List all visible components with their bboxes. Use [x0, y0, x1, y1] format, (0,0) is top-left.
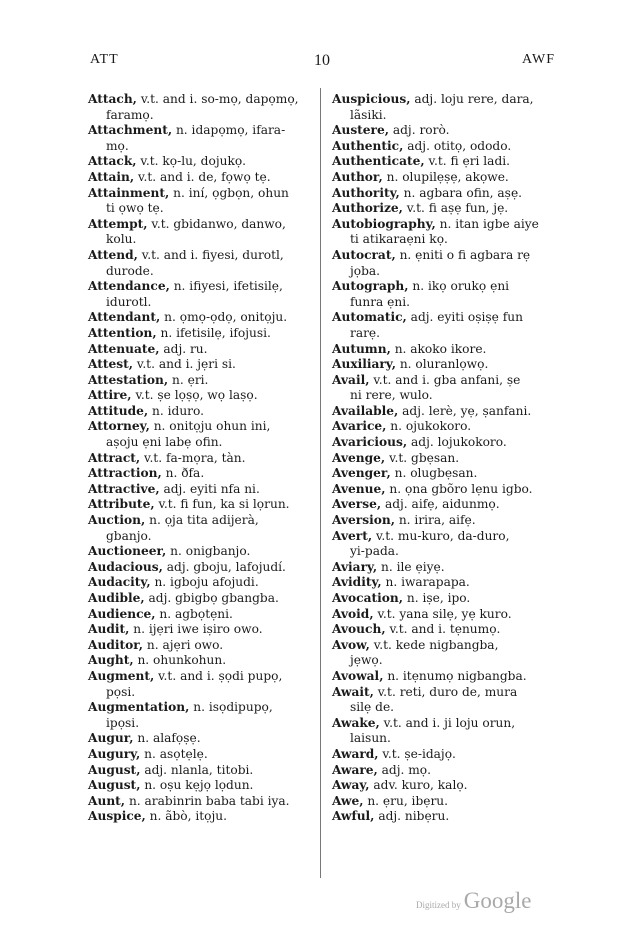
entry-headword: Authorize,: [332, 201, 403, 216]
dictionary-entry: [88, 778, 313, 794]
entry-headword: Aversion,: [332, 513, 395, 528]
entry-headword: Avenge,: [332, 450, 386, 465]
entry-headword: Available,: [332, 403, 399, 418]
entry-definition: n. ile ẹiyẹ.: [381, 559, 445, 574]
dictionary-entry: [332, 778, 557, 794]
right-column: [332, 92, 557, 825]
entry-definition: n. ikọ orukọ ẹni: [412, 279, 510, 294]
entry-definition: v.t. mu-kuro, da-duro,: [375, 528, 510, 543]
dictionary-entry: [332, 529, 557, 560]
entry-definition: v.t. kọ-lu, dojukọ.: [140, 154, 247, 169]
dictionary-entry: [332, 451, 557, 467]
entry-headword: Attachment,: [88, 123, 173, 138]
entry-headword: Away,: [332, 778, 370, 793]
entry-definition: n. agbọtẹni.: [159, 606, 233, 621]
dictionary-entry: [88, 497, 313, 513]
entry-definition: v.t. and i. tẹnumọ.: [389, 622, 501, 637]
entry-headword: Attribute,: [88, 497, 155, 512]
entry-definition-continued: jẹwọ.: [350, 653, 383, 668]
entry-definition: v.t. kede nigbangba,: [373, 637, 499, 652]
entry-headword: Avowal,: [332, 668, 384, 683]
entry-headword: Attend,: [88, 247, 138, 262]
entry-headword: Aware,: [332, 762, 378, 777]
watermark-logo-text: Google: [463, 888, 532, 913]
entry-headword: Attainment,: [88, 185, 170, 200]
dictionary-entry: [332, 342, 557, 358]
dictionary-entry: [332, 466, 557, 482]
entry-definition: v.t. fi fun, ka si lọrun.: [158, 497, 290, 512]
entry-definition: adj. lojukokoro.: [411, 435, 507, 450]
header-right-guideword: AWF: [522, 52, 555, 67]
entry-definition-continued: durode.: [106, 263, 154, 278]
entry-definition-continued: funra ẹni.: [350, 294, 411, 309]
dictionary-entry: [332, 154, 557, 170]
dictionary-entry: [332, 591, 557, 607]
entry-definition-continued: ipọsi.: [106, 715, 140, 730]
dictionary-entry: [332, 638, 557, 669]
entry-definition: adj. otitọ, ododo.: [407, 138, 512, 153]
entry-definition: v.t. and i. de, fọwọ tẹ.: [138, 169, 271, 184]
entry-definition: v.t. and i. so-mọ, dapọmọ,: [140, 92, 299, 106]
dictionary-entry: [88, 669, 313, 700]
entry-definition: adj. nibẹru.: [378, 809, 450, 824]
entry-headword: Audience,: [88, 606, 156, 621]
entry-definition: n. iní, ọgbọn, ohun: [173, 185, 289, 200]
entry-headword: Auctioneer,: [88, 544, 167, 559]
dictionary-entry: [332, 497, 557, 513]
entry-definition: v.t. and i. jẹri si.: [136, 357, 236, 372]
entry-definition: n. olugbẹsan.: [394, 466, 478, 481]
dictionary-entry: [332, 217, 557, 248]
entry-definition-continued: pọsi.: [106, 684, 136, 699]
entry-definition-continued: aṣoju ẹni labẹ ofin.: [106, 435, 223, 450]
entry-headword: Attain,: [88, 169, 135, 184]
entry-definition-continued: ti atikaraẹni kọ.: [350, 232, 448, 247]
entry-definition: v.t. gbidanwo, danwo,: [151, 216, 286, 231]
entry-definition: n. igboju afojudi.: [154, 575, 259, 590]
entry-definition: adj. eyiti oṣiṣẹ fun: [410, 310, 523, 325]
entry-headword: Avenue,: [332, 481, 386, 496]
entry-definition: n. arabinrin baba tabi iya.: [128, 793, 290, 808]
dictionary-entry: [88, 123, 313, 154]
entry-headword: Avarice,: [332, 419, 387, 434]
entry-headword: Author,: [332, 169, 383, 184]
digitized-watermark: [416, 888, 531, 914]
page-number: 10: [314, 52, 330, 69]
entry-definition-continued: silẹ de.: [350, 700, 395, 715]
entry-definition: n. ojukokoro.: [390, 419, 472, 434]
entry-definition: n. ẹri.: [172, 372, 209, 387]
entry-headword: Avaricious,: [332, 435, 408, 450]
dictionary-entry: [88, 731, 313, 747]
dictionary-entry: [332, 763, 557, 779]
dictionary-entry: [332, 357, 557, 373]
entry-definition: n. onigbanjo.: [170, 544, 251, 559]
dictionary-entry: [88, 388, 313, 404]
entry-headword: Augmentation,: [88, 700, 190, 715]
dictionary-entry: [332, 404, 557, 420]
entry-headword: Autocrat,: [332, 247, 396, 262]
entry-definition: v.t. yana silẹ, yẹ kuro.: [377, 606, 512, 621]
entry-headword: Avouch,: [332, 622, 386, 637]
dictionary-entry: [332, 482, 557, 498]
entry-definition: v.t. and i. ji loju orun,: [383, 715, 516, 730]
entry-headword: Attire,: [88, 388, 132, 403]
entry-headword: Audacious,: [88, 559, 163, 574]
dictionary-entry: [332, 794, 557, 810]
header-left-guideword: ATT: [90, 52, 119, 67]
entry-headword: Avow,: [332, 637, 370, 652]
dictionary-entry: [332, 685, 557, 716]
dictionary-entry: [88, 591, 313, 607]
entry-headword: Await,: [332, 684, 374, 699]
entry-definition-continued: rarẹ.: [350, 325, 381, 340]
entry-definition: n. ãbò, itọju.: [149, 809, 228, 824]
entry-headword: Attestation,: [88, 372, 169, 387]
entry-definition: n. ijẹri iwe iṣiro owo.: [133, 622, 263, 637]
entry-definition: n. iduro.: [152, 403, 204, 418]
entry-definition: n. ifiyesi, ifetisilẹ,: [173, 279, 283, 294]
entry-headword: Audit,: [88, 622, 130, 637]
entry-headword: Attitude,: [88, 403, 149, 418]
entry-headword: Avidity,: [332, 575, 382, 590]
dictionary-entry: [332, 669, 557, 685]
entry-definition-continued: ni rere, wulo.: [350, 388, 433, 403]
entry-definition: adj. loju rere, dara,: [414, 92, 534, 106]
dictionary-entry: [332, 419, 557, 435]
entry-definition: n. ẹru, ibẹru.: [367, 793, 449, 808]
entry-headword: Attendant,: [88, 310, 161, 325]
entry-definition: n. ifetisilẹ, ifojusi.: [160, 325, 271, 340]
entry-definition: adj. gboju, lafojudí.: [166, 559, 286, 574]
dictionary-entry: [332, 248, 557, 279]
entry-definition-continued: idurotl.: [106, 294, 152, 309]
entry-definition: n. alafọṣẹ.: [137, 731, 201, 746]
dictionary-entry: [88, 373, 313, 389]
entry-definition: n. ọna gbõro lẹnu igbo.: [389, 481, 533, 496]
dictionary-entry: [88, 607, 313, 623]
entry-definition: adj. lerè, yẹ, ṣanfani.: [402, 403, 532, 418]
entry-headword: Autobiography,: [332, 216, 436, 231]
entry-definition: adj. ru.: [163, 341, 208, 356]
dictionary-entry: [88, 154, 313, 170]
entry-headword: Awake,: [332, 715, 380, 730]
entry-headword: August,: [88, 778, 141, 793]
left-column: [88, 92, 313, 825]
entry-definition: n. iwarapapa.: [385, 575, 470, 590]
dictionary-entry: [332, 716, 557, 747]
dictionary-entry: [332, 186, 557, 202]
entry-headword: Attraction,: [88, 466, 162, 481]
entry-headword: Attempt,: [88, 216, 148, 231]
entry-definition: n. oluranlọwọ.: [399, 357, 489, 372]
dictionary-entry: [88, 763, 313, 779]
entry-headword: Augury,: [88, 746, 141, 761]
entry-headword: Augment,: [88, 668, 155, 683]
dictionary-entry: [332, 809, 557, 825]
entry-headword: Audible,: [88, 591, 145, 605]
entry-definition: n. iṣe, ipo.: [406, 591, 471, 605]
dictionary-entry: [88, 326, 313, 342]
dictionary-entry: [88, 451, 313, 467]
entry-headword: Authenticate,: [332, 154, 425, 169]
dictionary-entry: [332, 123, 557, 139]
entry-definition: n. oṣu kẹjọ lọdun.: [144, 778, 254, 793]
entry-definition: n. agbara ofin, aṣẹ.: [403, 185, 523, 200]
entry-headword: Award,: [332, 746, 379, 761]
entry-definition-continued: mọ.: [106, 138, 129, 153]
entry-headword: Attendance,: [88, 279, 170, 294]
entry-headword: Attract,: [88, 450, 141, 465]
entry-headword: Augur,: [88, 731, 134, 746]
entry-headword: Aught,: [88, 653, 134, 668]
entry-definition: n. idapọmọ, ifara-: [175, 123, 286, 138]
entry-headword: Autumn,: [332, 341, 391, 356]
entry-headword: Aviary,: [332, 559, 378, 574]
entry-definition: v.t. and i. gba anfani, ṣe: [373, 372, 521, 387]
dictionary-entry: [88, 747, 313, 763]
dictionary-entry: [332, 170, 557, 186]
dictionary-entry: [88, 482, 313, 498]
entry-headword: Attenuate,: [88, 341, 160, 356]
dictionary-entry: [332, 373, 557, 404]
entry-headword: Avail,: [332, 372, 370, 387]
dictionary-entry: [88, 466, 313, 482]
dictionary-entry: [88, 809, 313, 825]
entry-headword: Auction,: [88, 513, 146, 528]
dictionary-entry: [332, 747, 557, 763]
entry-headword: Attorney,: [88, 419, 150, 434]
entry-definition-continued: kolu.: [106, 232, 137, 247]
dictionary-entry: [88, 357, 313, 373]
entry-definition: n. ajẹri owo.: [146, 637, 224, 652]
entry-headword: Attention,: [88, 325, 157, 340]
dictionary-entry: [88, 544, 313, 560]
entry-headword: Authentic,: [332, 138, 404, 153]
dictionary-entry: [88, 248, 313, 279]
entry-definition: adj. nlanla, titobi.: [144, 762, 254, 777]
dictionary-entry: [332, 513, 557, 529]
entry-definition: v.t. ṣe-idajọ.: [382, 746, 456, 761]
page-header: [0, 52, 638, 72]
entry-headword: Auditor,: [88, 637, 144, 652]
entry-headword: Avocation,: [332, 591, 403, 605]
dictionary-entry: [332, 92, 557, 123]
entry-definition-continued: faramọ.: [106, 107, 154, 122]
entry-definition: v.t. fa-mọra, tàn.: [144, 450, 246, 465]
entry-definition: v.t. and i. fiyesi, durotl,: [141, 247, 284, 262]
entry-headword: Auspice,: [88, 809, 146, 824]
entry-headword: Attest,: [88, 357, 133, 372]
entry-definition: adv. kuro, kalọ.: [373, 778, 468, 793]
entry-definition: v.t. fi ẹri ladi.: [428, 154, 511, 169]
dictionary-entry: [88, 186, 313, 217]
entry-definition: n. onitọju ohun ini,: [153, 419, 271, 434]
entry-definition: n. ẹniti o fi agbara rẹ: [399, 247, 531, 262]
entry-headword: Avenger,: [332, 466, 391, 481]
entry-headword: Auspicious,: [332, 92, 411, 106]
dictionary-entry: [332, 622, 557, 638]
dictionary-entry: [88, 419, 313, 450]
entry-headword: Awe,: [332, 793, 364, 808]
entry-headword: Authority,: [332, 185, 400, 200]
dictionary-entry: [88, 279, 313, 310]
dictionary-entry: [88, 342, 313, 358]
entry-definition: n. ọmọ-ọdọ, onitọju.: [164, 310, 288, 325]
dictionary-entry: [332, 435, 557, 451]
entry-definition: n. itan igbe aiye: [439, 216, 539, 231]
entry-definition-continued: ti ọwọ tẹ.: [106, 201, 164, 216]
dictionary-entry: [88, 622, 313, 638]
entry-headword: Averse,: [332, 497, 382, 512]
entry-headword: Aunt,: [88, 793, 126, 808]
column-divider: [320, 88, 321, 878]
dictionary-entry: [88, 575, 313, 591]
entry-headword: Awful,: [332, 809, 375, 824]
entry-headword: Autograph,: [332, 279, 409, 294]
dictionary-entry: [88, 700, 313, 731]
entry-definition: n. isọdipupọ,: [193, 700, 273, 715]
dictionary-entry: [332, 310, 557, 341]
dictionary-entry: [88, 217, 313, 248]
dictionary-entry: [332, 201, 557, 217]
entry-definition: n. irira, aifẹ.: [398, 513, 476, 528]
entry-definition-continued: gbanjo.: [106, 528, 152, 543]
dictionary-entry: [88, 653, 313, 669]
entry-headword: Automatic,: [332, 310, 407, 325]
entry-headword: Attach,: [88, 92, 137, 106]
entry-headword: Attack,: [88, 154, 137, 169]
entry-headword: Austere,: [332, 123, 389, 138]
entry-definition: n. asọtẹlẹ.: [144, 746, 208, 761]
dictionary-entry: [88, 513, 313, 544]
entry-definition-continued: laisun.: [350, 731, 391, 746]
dictionary-entry: [88, 310, 313, 326]
dictionary-entry: [88, 92, 313, 123]
dictionary-entry: [88, 404, 313, 420]
entry-definition: n. itẹnumọ nigbangba.: [387, 668, 527, 683]
entry-definition: n. ðfa.: [165, 466, 205, 481]
entry-headword: August,: [88, 762, 141, 777]
entry-definition: v.t. fi aṣẹ fun, jẹ.: [406, 201, 509, 216]
dictionary-entry: [332, 575, 557, 591]
entry-definition: n. olupilẹṣẹ, akọwe.: [386, 169, 509, 184]
entry-definition: adj. eyiti nfa ni.: [163, 481, 260, 496]
entry-definition: adj. rorò.: [392, 123, 450, 138]
dictionary-entry: [88, 638, 313, 654]
dictionary-entry: [332, 560, 557, 576]
dictionary-entry: [88, 794, 313, 810]
entry-definition: adj. aifẹ, aidunmọ.: [384, 497, 500, 512]
entry-definition: v.t. reti, duro de, mura: [377, 684, 518, 699]
entry-definition: v.t. and i. ṣọdi pupọ,: [158, 668, 283, 683]
entry-definition: v.t. gbẹsan.: [389, 450, 460, 465]
watermark-small-text: Digitized by: [416, 900, 461, 910]
dictionary-entry: [88, 170, 313, 186]
entry-definition-continued: lãsiki.: [350, 107, 387, 122]
entry-headword: Avoid,: [332, 606, 374, 621]
dictionary-entry: [332, 607, 557, 623]
entry-definition-continued: jọba.: [350, 263, 381, 278]
dictionary-entry: [332, 139, 557, 155]
dictionary-entry: [332, 279, 557, 310]
entry-definition: n. ohunkohun.: [137, 653, 227, 668]
entry-definition: v.t. ṣe lọṣọ, wọ laṣọ.: [135, 388, 258, 403]
entry-definition: adj. gbigbọ gbangba.: [148, 591, 279, 605]
entry-headword: Auxiliary,: [332, 357, 396, 372]
entry-definition-continued: yi-pada.: [350, 544, 399, 559]
dictionary-entry: [88, 560, 313, 576]
entry-headword: Audacity,: [88, 575, 151, 590]
entry-headword: Avert,: [332, 528, 373, 543]
entry-definition: adj. mọ.: [381, 762, 432, 777]
entry-definition: n. akoko ikore.: [394, 341, 487, 356]
entry-definition: n. ọja tita adijerà,: [149, 513, 259, 528]
entry-headword: Attractive,: [88, 481, 160, 496]
